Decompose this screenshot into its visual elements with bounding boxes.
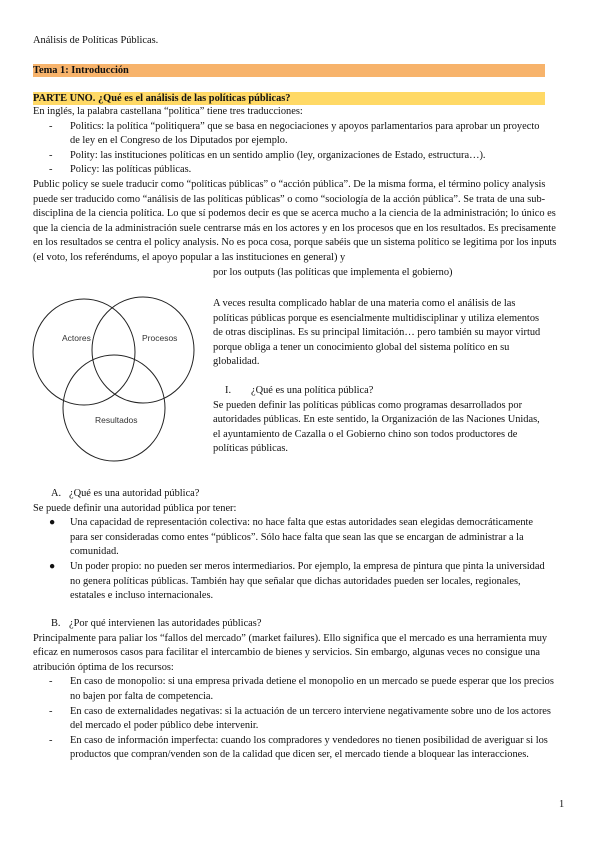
venn-circle-resultados (63, 355, 165, 461)
list-item: ● Un poder propio: no pueden ser meros intermediarios. Por ejemplo, la empresa de pintura que pinta la universidad no genera políticas públicas. También hay que señalar que dichas autoridades pueden ser locales, regionales, estatales e incluso internacionales. (49, 560, 545, 602)
list-item: - Policy: las políticas públicas. (49, 164, 192, 176)
paragraph: A veces resulta complicado hablar de una materia como el análisis de las políticas públicas porque es esencialmente multidisciplinar y utiliza elementos de otras disciplinas. Es su principal limitación… pero también su mayor virtud porque obliga a tener un conocimiento global del sistema político en su globalidad. (213, 298, 541, 368)
dash-list (33, 675, 558, 763)
section-heading-a: A. ¿Qué es una autoridad pública? (51, 488, 200, 499)
list-item: - En caso de monopolio: si una empresa privada detiene el monopolio en un mercado se puede esperar que los precios no bajen por falta de competencia. (49, 676, 554, 702)
section-heading-i: I. ¿Qué es una política pública? (225, 384, 374, 396)
venn-circle-actores (33, 299, 135, 405)
paragraph: Principalmente para paliar los “fallos del mercado” (market failures). Ello significa que el mercado es una herramienta muy eficaz en numerosos casos para facilitar el intercambio de bienes y servicios. Sin embargo, algunas veces no consigue una atribución óptima de los recursos: (33, 632, 548, 673)
venn-label-actores: Actores (62, 333, 91, 343)
venn-circle-procesos (92, 297, 194, 403)
venn-label-resultados: Resultados (95, 415, 138, 425)
document-header: Análisis de Políticas Públicas. (33, 35, 159, 46)
paragraph: Se pueden definir las políticas públicas como programas desarrollados por autoridades públicas. En este sentido, la Organización de las Naciones Unidas, el ayuntamiento de Cazalla o el Gobierno chino son todos productores de políticas públicas. (213, 399, 540, 455)
section-heading-b: B. ¿Por qué intervienen las autoridades públicas? (51, 618, 262, 629)
list-item: ● Una capacidad de representación colectiva: no hace falta que estas autoridades sean elegidas democráticamente para ser consideradas como entes “públicos”. Sólo hace falta que sean las que se encargan de administrar a la comunidad. (49, 517, 534, 558)
page-number: 1 (559, 799, 565, 810)
paragraph: Public policy se suele traducir como “políticas públicas” o “acción pública”. De la misma forma, el término policy analysis puede ser traducido como “análisis de las políticas públicas” o como “sociología de la acción pública”. Se trata de una sub-disciplina de la ciencia política. Lo que sí podemos decir es que se acerca mucho a la ciencia de la administración; lo único es que la ciencia de la administración suele centrarse más en los actores y en los procesos que en los resultados. Es precisamente en los resultados se centra el policy analysis. No es poca cosa, porque sabéis que un sistema político se legitima por los inputs (el voto, los referéndums, el apoyo popular a las instituciones en general) y (33, 178, 557, 263)
paragraph: Se puede definir una autoridad pública por tener: (33, 502, 237, 514)
section-a (33, 487, 548, 604)
list-item: - En caso de información imperfecta: cuando los compradores y vendedores no tienen posibilidad de averiguar si los productos que compran/venden son de la calidad que dicen ser, el mercado tiende a bloquear las interacciones. (49, 734, 548, 761)
paragraph-end: por los outputs (las políticas que implementa el gobierno) (213, 266, 453, 278)
right-column (213, 297, 548, 457)
topic-heading: Tema 1: Introducción (33, 64, 545, 77)
list-item: - En caso de externalidades negativas: si la actuación de un tercero interviene negativamente sobre uno de los actores del mercado el poder público debe intervenir. (49, 705, 551, 732)
part-heading: PARTE UNO. ¿Qué es el análisis de las políticas públicas? (33, 92, 545, 105)
list-item: - Politics: la política “politiquera” que se basa en negociaciones y apoyos parlamentarios para aprobar un proyecto de ley en el Congreso de los Diputados por ejemplo. (49, 120, 540, 147)
bullet-list (33, 516, 548, 604)
list-item: - Polity: las instituciones políticas en un sentido amplio (ley, organizaciones de Estado, estructura…). (49, 149, 486, 161)
section-b (33, 617, 558, 763)
venn-label-procesos: Procesos (142, 333, 178, 343)
intro-text: En inglés, la palabra castellana “política” tiene tres traducciones: (33, 106, 303, 117)
